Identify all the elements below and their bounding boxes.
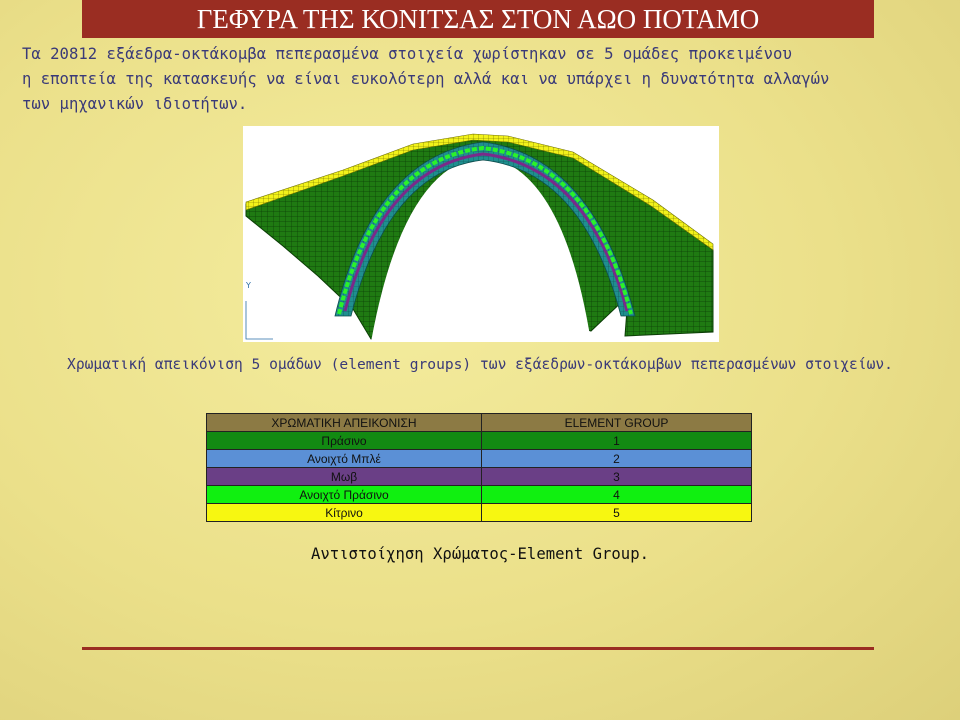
bridge-mesh-figure [243, 126, 719, 342]
table-header-color: ΧΡΩΜΑΤΙΚΗ ΑΠΕΙΚΟΝΙΣΗ [207, 414, 482, 432]
intro-paragraph [22, 42, 942, 117]
table-cell-color-name: Ανοιχτό Μπλέ [207, 450, 482, 468]
table-cell-group: 1 [482, 432, 752, 450]
table-row [207, 450, 752, 468]
table-header-group: ELEMENT GROUP [482, 414, 752, 432]
table-cell-color-name: Κίτρινο [207, 504, 482, 522]
axis-label: Y [246, 281, 251, 290]
table-row [207, 432, 752, 450]
table-cell-color-name: Πράσινο [207, 432, 482, 450]
table-cell-color-name: Μωβ [207, 468, 482, 486]
intro-line: Τα 20812 εξάεδρα-οκτάκομβα πεπερασμένα στοιχεία χωρίστηκαν σε 5 ομάδες προκειμένου [22, 45, 792, 63]
table-cell-group: 4 [482, 486, 752, 504]
bottom-rule [82, 647, 874, 650]
slide-title: ΓΕΦΥΡΑ ΤΗΣ ΚΟΝΙΤΣΑΣ ΣΤΟΝ ΑΩΟ ΠΟΤΑΜΟ [196, 4, 760, 34]
axis-lines [246, 301, 273, 339]
figure-caption: Χρωματική απεικόνιση 5 ομάδων (element groups) των εξάεδρων-οκτάκομβων πεπερασμένων στοιχείων. [67, 356, 893, 373]
table-header-row [207, 414, 752, 432]
intro-line: η εποπτεία της κατασκευής να είναι ευκολότερη αλλά και να υπάρχει η δυνατότητα αλλαγών [22, 70, 830, 88]
table-row [207, 486, 752, 504]
color-group-table [206, 413, 752, 522]
table-cell-group: 3 [482, 468, 752, 486]
bridge-mesh-image [243, 126, 719, 342]
table-cell-color-name: Ανοιχτό Πράσινο [207, 486, 482, 504]
table-row [207, 468, 752, 486]
table-cell-group: 2 [482, 450, 752, 468]
title-bar [82, 0, 874, 38]
intro-line: των μηχανικών ιδιοτήτων. [22, 95, 248, 113]
table-caption: Αντιστοίχηση Χρώματος-Element Group. [311, 545, 649, 563]
table-cell-group: 5 [482, 504, 752, 522]
table-row [207, 504, 752, 522]
